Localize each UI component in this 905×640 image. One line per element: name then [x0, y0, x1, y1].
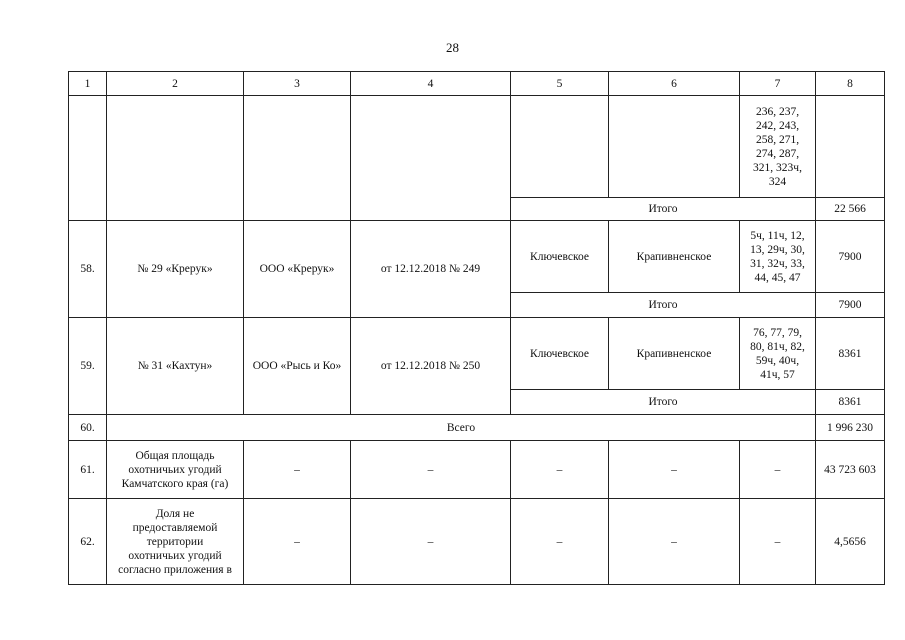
dash-cell: – [244, 499, 351, 585]
header-cell: 5 [511, 72, 609, 96]
label-cell: Общая площадь охотничьих угодий Камчатского края (га) [107, 441, 244, 499]
doc-cell: от 12.12.2018 № 250 [351, 318, 511, 415]
area-cell [816, 96, 885, 198]
forestry-cell: Крапивненское [609, 221, 740, 293]
table-header-row [69, 72, 885, 96]
name-cell: № 29 «Крерук» [107, 221, 244, 318]
header-cell: 2 [107, 72, 244, 96]
dash-cell: – [511, 441, 609, 499]
value-cell: 43 723 603 [816, 441, 885, 499]
quarters-cell: 76, 77, 79, 80, 81ч, 82, 59ч, 40ч, 41ч, 57 [740, 318, 816, 390]
dash-cell: – [351, 441, 511, 499]
subtotal-value: 7900 [816, 293, 885, 318]
doc-cell [351, 96, 511, 221]
value-cell: 4,5656 [816, 499, 885, 585]
dash-cell: – [609, 441, 740, 499]
area-cell: 7900 [816, 221, 885, 293]
area-cell: 8361 [816, 318, 885, 390]
num-cell: 59. [69, 318, 107, 415]
dash-cell: – [609, 499, 740, 585]
subtotal-label: Итого [511, 198, 816, 221]
dash-cell: – [740, 499, 816, 585]
total-value: 1 996 230 [816, 415, 885, 441]
num-cell: 58. [69, 221, 107, 318]
org-cell: ООО «Крерук» [244, 221, 351, 318]
name-cell [107, 96, 244, 221]
table-row [69, 441, 885, 499]
doc-cell: от 12.12.2018 № 249 [351, 221, 511, 318]
header-cell: 3 [244, 72, 351, 96]
header-cell: 8 [816, 72, 885, 96]
subtotal-value: 22 566 [816, 198, 885, 221]
quarters-cell: 236, 237, 242, 243, 258, 271, 274, 287, 321, 323ч, 324 [740, 96, 816, 198]
org-cell [244, 96, 351, 221]
subtotal-value: 8361 [816, 390, 885, 415]
table-row [69, 499, 885, 585]
org-cell: ООО «Рысь и Ко» [244, 318, 351, 415]
dash-cell: – [244, 441, 351, 499]
district-cell: Ключевское [511, 221, 609, 293]
table-row [69, 96, 885, 198]
total-row [69, 415, 885, 441]
subtotal-label: Итого [511, 390, 816, 415]
table-row [69, 318, 885, 390]
subtotal-label: Итого [511, 293, 816, 318]
num-cell: 61. [69, 441, 107, 499]
header-cell: 4 [351, 72, 511, 96]
forestry-cell: Крапивненское [609, 318, 740, 390]
dash-cell: – [351, 499, 511, 585]
name-cell: № 31 «Кахтун» [107, 318, 244, 415]
num-cell [69, 96, 107, 221]
header-cell: 1 [69, 72, 107, 96]
num-cell: 60. [69, 415, 107, 441]
num-cell: 62. [69, 499, 107, 585]
district-cell: Ключевское [511, 318, 609, 390]
label-cell: Доля не предоставляемой территории охотничьих угодий согласно приложения в [107, 499, 244, 585]
quarters-cell: 5ч, 11ч, 12, 13, 29ч, 30, 31, 32ч, 33, 44, 45, 47 [740, 221, 816, 293]
district-cell [511, 96, 609, 198]
dash-cell: – [740, 441, 816, 499]
dash-cell: – [511, 499, 609, 585]
header-cell: 7 [740, 72, 816, 96]
forestry-cell [609, 96, 740, 198]
page-number: 28 [446, 40, 459, 55]
header-cell: 6 [609, 72, 740, 96]
hunting-grounds-table [68, 71, 885, 585]
table-row [69, 221, 885, 293]
total-label: Всего [107, 415, 816, 441]
